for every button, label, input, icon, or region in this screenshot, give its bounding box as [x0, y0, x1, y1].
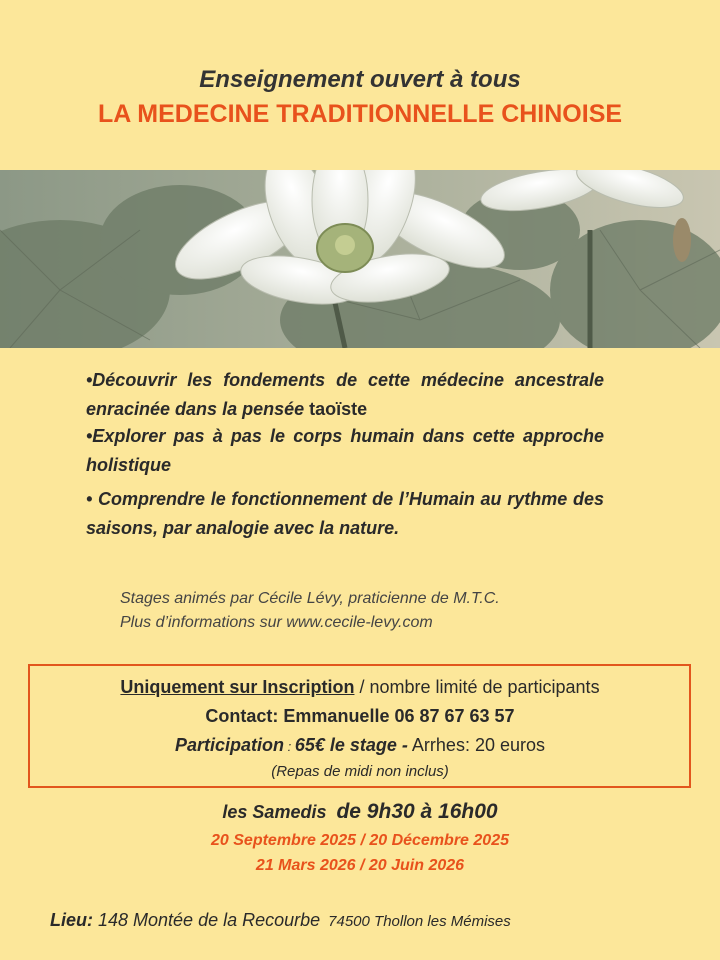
- website-info: Plus d’informations sur www.cecile-levy.com: [120, 614, 433, 631]
- page-title: LA MEDECINE TRADITIONNELLE CHINOISE: [97, 100, 623, 128]
- price-line: Participation : 65€ le stage - Arrhes: 20 euros: [174, 735, 545, 755]
- meal-note: (Repas de midi non inclus): [271, 763, 449, 780]
- contact-line: Contact: Emmanuelle 06 87 67 63 57: [205, 706, 515, 726]
- location: Lieu: 148 Montée de la Recourbe 74500 Thollon les Mémises: [50, 910, 511, 930]
- subtitle: Enseignement ouvert à tous: [199, 66, 521, 93]
- dates-line: 21 Mars 2026 / 20 Juin 2026: [255, 857, 465, 874]
- stage-info: Stages animés par Cécile Lévy, praticienne de M.T.C.: [120, 590, 500, 607]
- dates-line: 20 Septembre 2025 / 20 Décembre 2025: [211, 832, 509, 849]
- bullet-item: •Découvrir les fondements de cette médecine ancestrale enracinée dans la pensée taoïste: [86, 370, 604, 419]
- registration-line: Uniquement sur Inscription / nombre limité de participants: [120, 677, 600, 697]
- bullet-item: • Comprendre le fonctionnement de l’Humain au rythme des saisons, par analogie avec la nature.: [86, 489, 604, 538]
- bullet-item: •Explorer pas à pas le corps humain dans cette approche holistique: [86, 426, 604, 475]
- lotus-painting: [0, 170, 720, 348]
- schedule: les Samedis de 9h30 à 16h00: [222, 800, 498, 823]
